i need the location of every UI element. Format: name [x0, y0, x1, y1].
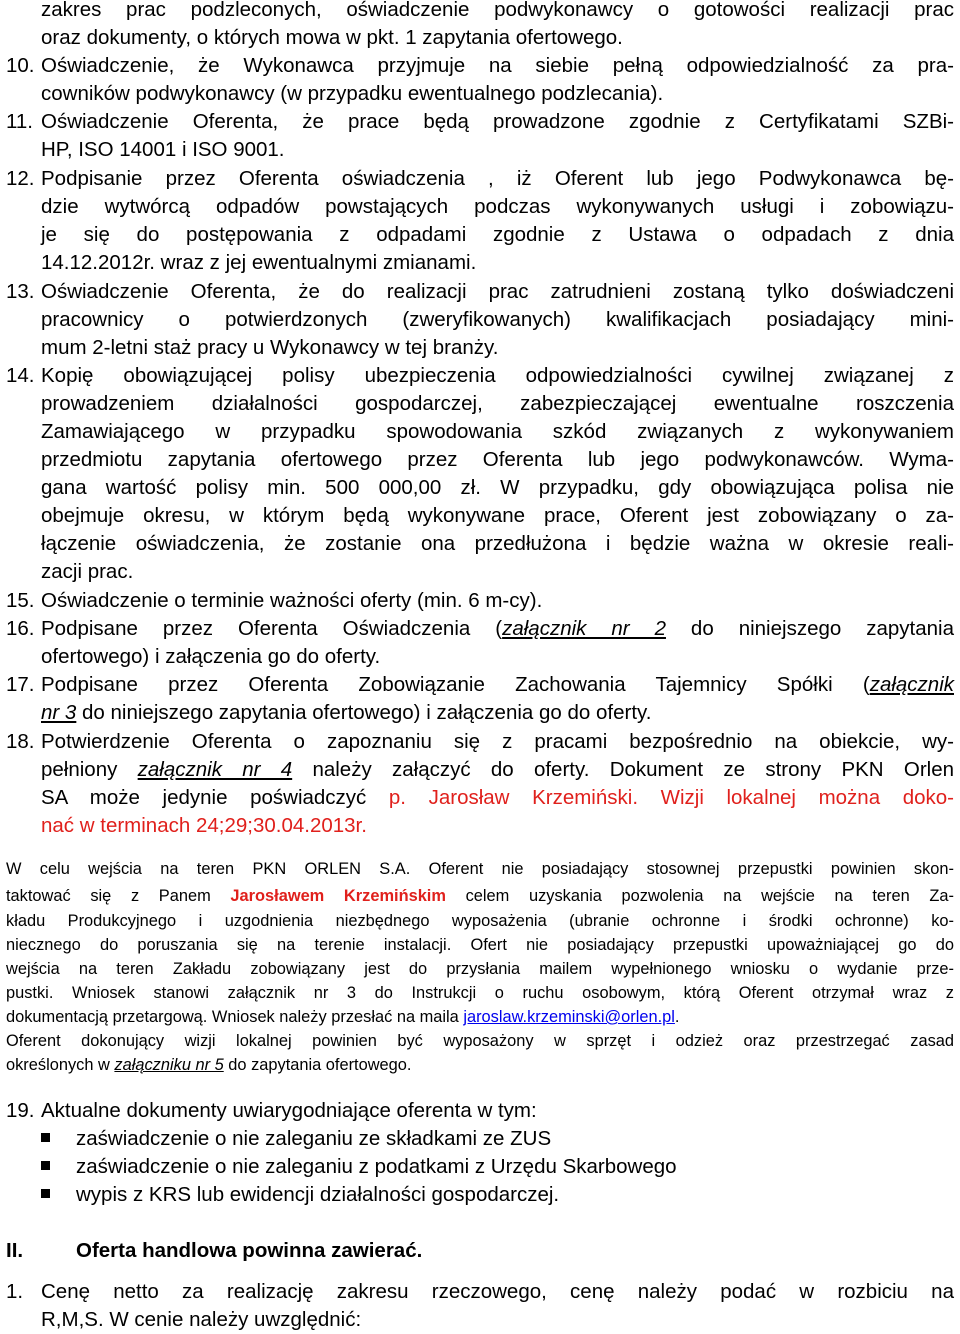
- item-14-line-2: prowadzeniem działalności gospodarczej, zabezpieczającej ewentualne roszczenia: [41, 392, 954, 415]
- attachment-5-link[interactable]: załączniku nr 5: [114, 1056, 224, 1074]
- item-13-line-1: Oświadczenie Oferenta, że do realizacji prac zatrudnieni zostaną tylko doświadczeni: [41, 280, 954, 303]
- item-10-number: 10.: [6, 54, 35, 77]
- bullet-square-icon: [41, 1161, 50, 1170]
- attachment-2-link[interactable]: załącznik nr 2: [502, 617, 666, 640]
- attachment-3-link-cont[interactable]: nr 3: [41, 701, 77, 724]
- section-2-number: II.: [6, 1239, 24, 1262]
- item-12-line-2: dzie wytwórcą odpadów powstających podczas wykonywanych usługi i zobowiązu-: [41, 195, 954, 218]
- item-15-number: 15.: [6, 589, 35, 612]
- item-13-number: 13.: [6, 280, 35, 303]
- item-11-line-2: HP, ISO 14001 i ISO 9001.: [41, 138, 285, 161]
- notice-line-4: niecznego do poruszania się na terenie instalacji. Ofert nie posiadający przepustki upoważniającej go do: [6, 936, 954, 954]
- item-14-line-1: Kopię obowiązującej polisy ubezpieczenia odpowiedzialności cywilnej związanej z: [41, 364, 954, 387]
- bullet-item: zaświadczenie o nie zaleganiu ze składkami ze ZUS: [76, 1127, 552, 1150]
- bullet-item: zaświadczenie o nie zaleganiu z podatkami z Urzędu Skarbowego: [76, 1155, 677, 1178]
- offer-item-1-number: 1.: [6, 1280, 24, 1303]
- attachment-4-link[interactable]: załącznik nr 4: [137, 758, 293, 781]
- bullet-square-icon: [41, 1189, 50, 1198]
- item-14-line-4: przedmiotu zapytania ofertowego przez Oferenta lub jego podwykonawców. Wyma-: [41, 448, 954, 471]
- notice-line-1: W celu wejścia na teren PKN ORLEN S.A. Oferent nie posiadający stosownej przepustki powinien skon-: [6, 860, 954, 878]
- item-14-line-6: obejmuje okresu, w którym będą wykonywane prace, Oferent jest zobowiązany o za-: [41, 504, 954, 527]
- item-14-number: 14.: [6, 364, 35, 387]
- item-17-number: 17.: [6, 673, 35, 696]
- bullet-item: wypis z KRS lub ewidencji działalności gospodarczej.: [76, 1183, 560, 1206]
- notice-line-3: kładu Produkcyjnego i uzgodnienia niezbędnego wyposażenia (ubranie ochronne i środki ochronne) ko-: [6, 912, 954, 930]
- item-14-line-7: łączenie oświadczenia, że zostanie ona przedłużona i będzie ważna w okresie reali-: [41, 532, 954, 555]
- item-11-line-1: Oświadczenie Oferenta, że prace będą prowadzone zgodnie z Certyfikatami SZBi-: [41, 110, 954, 133]
- notice-line-7: dokumentacją przetargową. Wniosek należy przesłać na maila jaroslaw.krzeminski@orlen.pl.: [6, 1008, 680, 1026]
- offer-item-1-line-1: Cenę netto za realizację zakresu rzeczowego, cenę należy podać w rozbiciu na: [41, 1280, 954, 1303]
- item-9-line-1: zakres prac podzleconych, oświadczenie podwykonawcy o gotowości realizacji prac: [41, 0, 954, 21]
- section-2-title: Oferta handlowa powinna zawierać.: [76, 1239, 423, 1262]
- item-14-line-5: gana wartość polisy min. 500 000,00 zł. W przypadku, gdy obowiązująca polisa nie: [41, 476, 954, 499]
- item-18-line-1: Potwierdzenie Oferenta o zapoznaniu się z pracami bezpośrednio na obiekcie, wy-: [41, 730, 954, 753]
- item-18-number: 18.: [6, 730, 35, 753]
- item-17-line-1: Podpisane przez Oferenta Zobowiązanie Zachowania Tajemnicy Spółki (załącznik: [41, 673, 954, 696]
- item-12-line-1: Podpisanie przez Oferenta oświadczenia , iż Oferent lub jego Podwykonawca bę-: [41, 167, 954, 190]
- item-15-line-1: Oświadczenie o terminie ważności oferty (min. 6 m-cy).: [41, 589, 543, 612]
- item-10-line-1: Oświadczenie, że Wykonawca przyjmuje na siebie pełną odpowiedzialność za pra-: [41, 54, 954, 77]
- item-10-line-2: cowników podwykonawcy (w przypadku ewentualnego podzlecania).: [41, 82, 664, 105]
- item-12-number: 12.: [6, 167, 35, 190]
- notice-line-9: określonych w załączniku nr 5 do zapytania ofertowego.: [6, 1056, 412, 1074]
- notice-line-8: Oferent dokonujący wizji lokalnej powinien być wyposażony w sprzęt i odzież oraz przestrzegać zasad: [6, 1032, 954, 1050]
- attachment-3-link[interactable]: załącznik: [869, 673, 954, 696]
- item-13-line-3: mum 2-letni staż pracy u Wykonawcy w tej branży.: [41, 336, 499, 359]
- item-13-line-2: pracownicy o potwierdzonych (zweryfikowanych) kwalifikacjach posiadający mini-: [41, 308, 954, 331]
- item-18-line-2: pełniony załącznik nr 4 należy załączyć do oferty. Dokument ze strony PKN Orlen: [41, 758, 955, 781]
- item-18-line-3: SA może jedynie poświadczyć p. Jarosław Krzemiński. Wizji lokalnej można doko-: [41, 786, 954, 809]
- contact-name-highlight: Jarosławem Krzemińskim: [230, 887, 446, 905]
- notice-line-5: wejścia na teren Zakładu zobowiązany jest do przysłania mailem wypełnionego wniosku o wydanie prze-: [6, 960, 954, 978]
- bullet-square-icon: [41, 1133, 50, 1142]
- offer-item-1-line-2: R,M,S. W cenie należy uwzględnić:: [41, 1308, 362, 1331]
- item-11-number: 11.: [6, 110, 33, 133]
- item-9-line-2: oraz dokumenty, o których mowa w pkt. 1 zapytania ofertowego.: [41, 26, 623, 49]
- item-18-line-4: nać w terminach 24;29;30.04.2013r.: [41, 814, 367, 837]
- item-17-line-2: nr 3 do niniejszego zapytania ofertowego) i załączenia go do oferty.: [41, 701, 652, 724]
- item-14-line-8: zacji prac.: [41, 560, 134, 583]
- item-14-line-3: Zamawiającego w przypadku spowodowania szkód związanych z wykonywaniem: [41, 420, 954, 443]
- notice-line-2: taktować się z Panem Jarosławem Krzemińskim celem uzyskania pozwolenia na wejście na teren Za-: [6, 887, 954, 905]
- item-16-number: 16.: [6, 617, 35, 640]
- item-19-number: 19.: [6, 1099, 35, 1122]
- contact-person-highlight: p. Jarosław Krzemiński. Wizji lokalnej można doko-: [388, 786, 954, 809]
- notice-line-6: pustki. Wniosek stanowi załącznik nr 3 do Instrukcji o ruchu osobowym, którą Oferent otrzymał wraz z: [6, 984, 954, 1002]
- item-16-line-1: Podpisane przez Oferenta Oświadczenia (załącznik nr 2 do niniejszego zapytania: [41, 617, 954, 640]
- item-19-title: Aktualne dokumenty uwiarygodniające oferenta w tym:: [41, 1099, 537, 1122]
- item-16-line-2: ofertowego) i załączenia go do oferty.: [41, 645, 381, 668]
- item-12-line-3: je się do postępowania z odpadami zgodnie z Ustawa o odpadach z dnia: [41, 223, 954, 246]
- item-12-line-4: 14.12.2012r. wraz z jej ewentualnymi zmianami.: [41, 251, 477, 274]
- email-link[interactable]: jaroslaw.krzeminski@orlen.pl: [463, 1008, 675, 1026]
